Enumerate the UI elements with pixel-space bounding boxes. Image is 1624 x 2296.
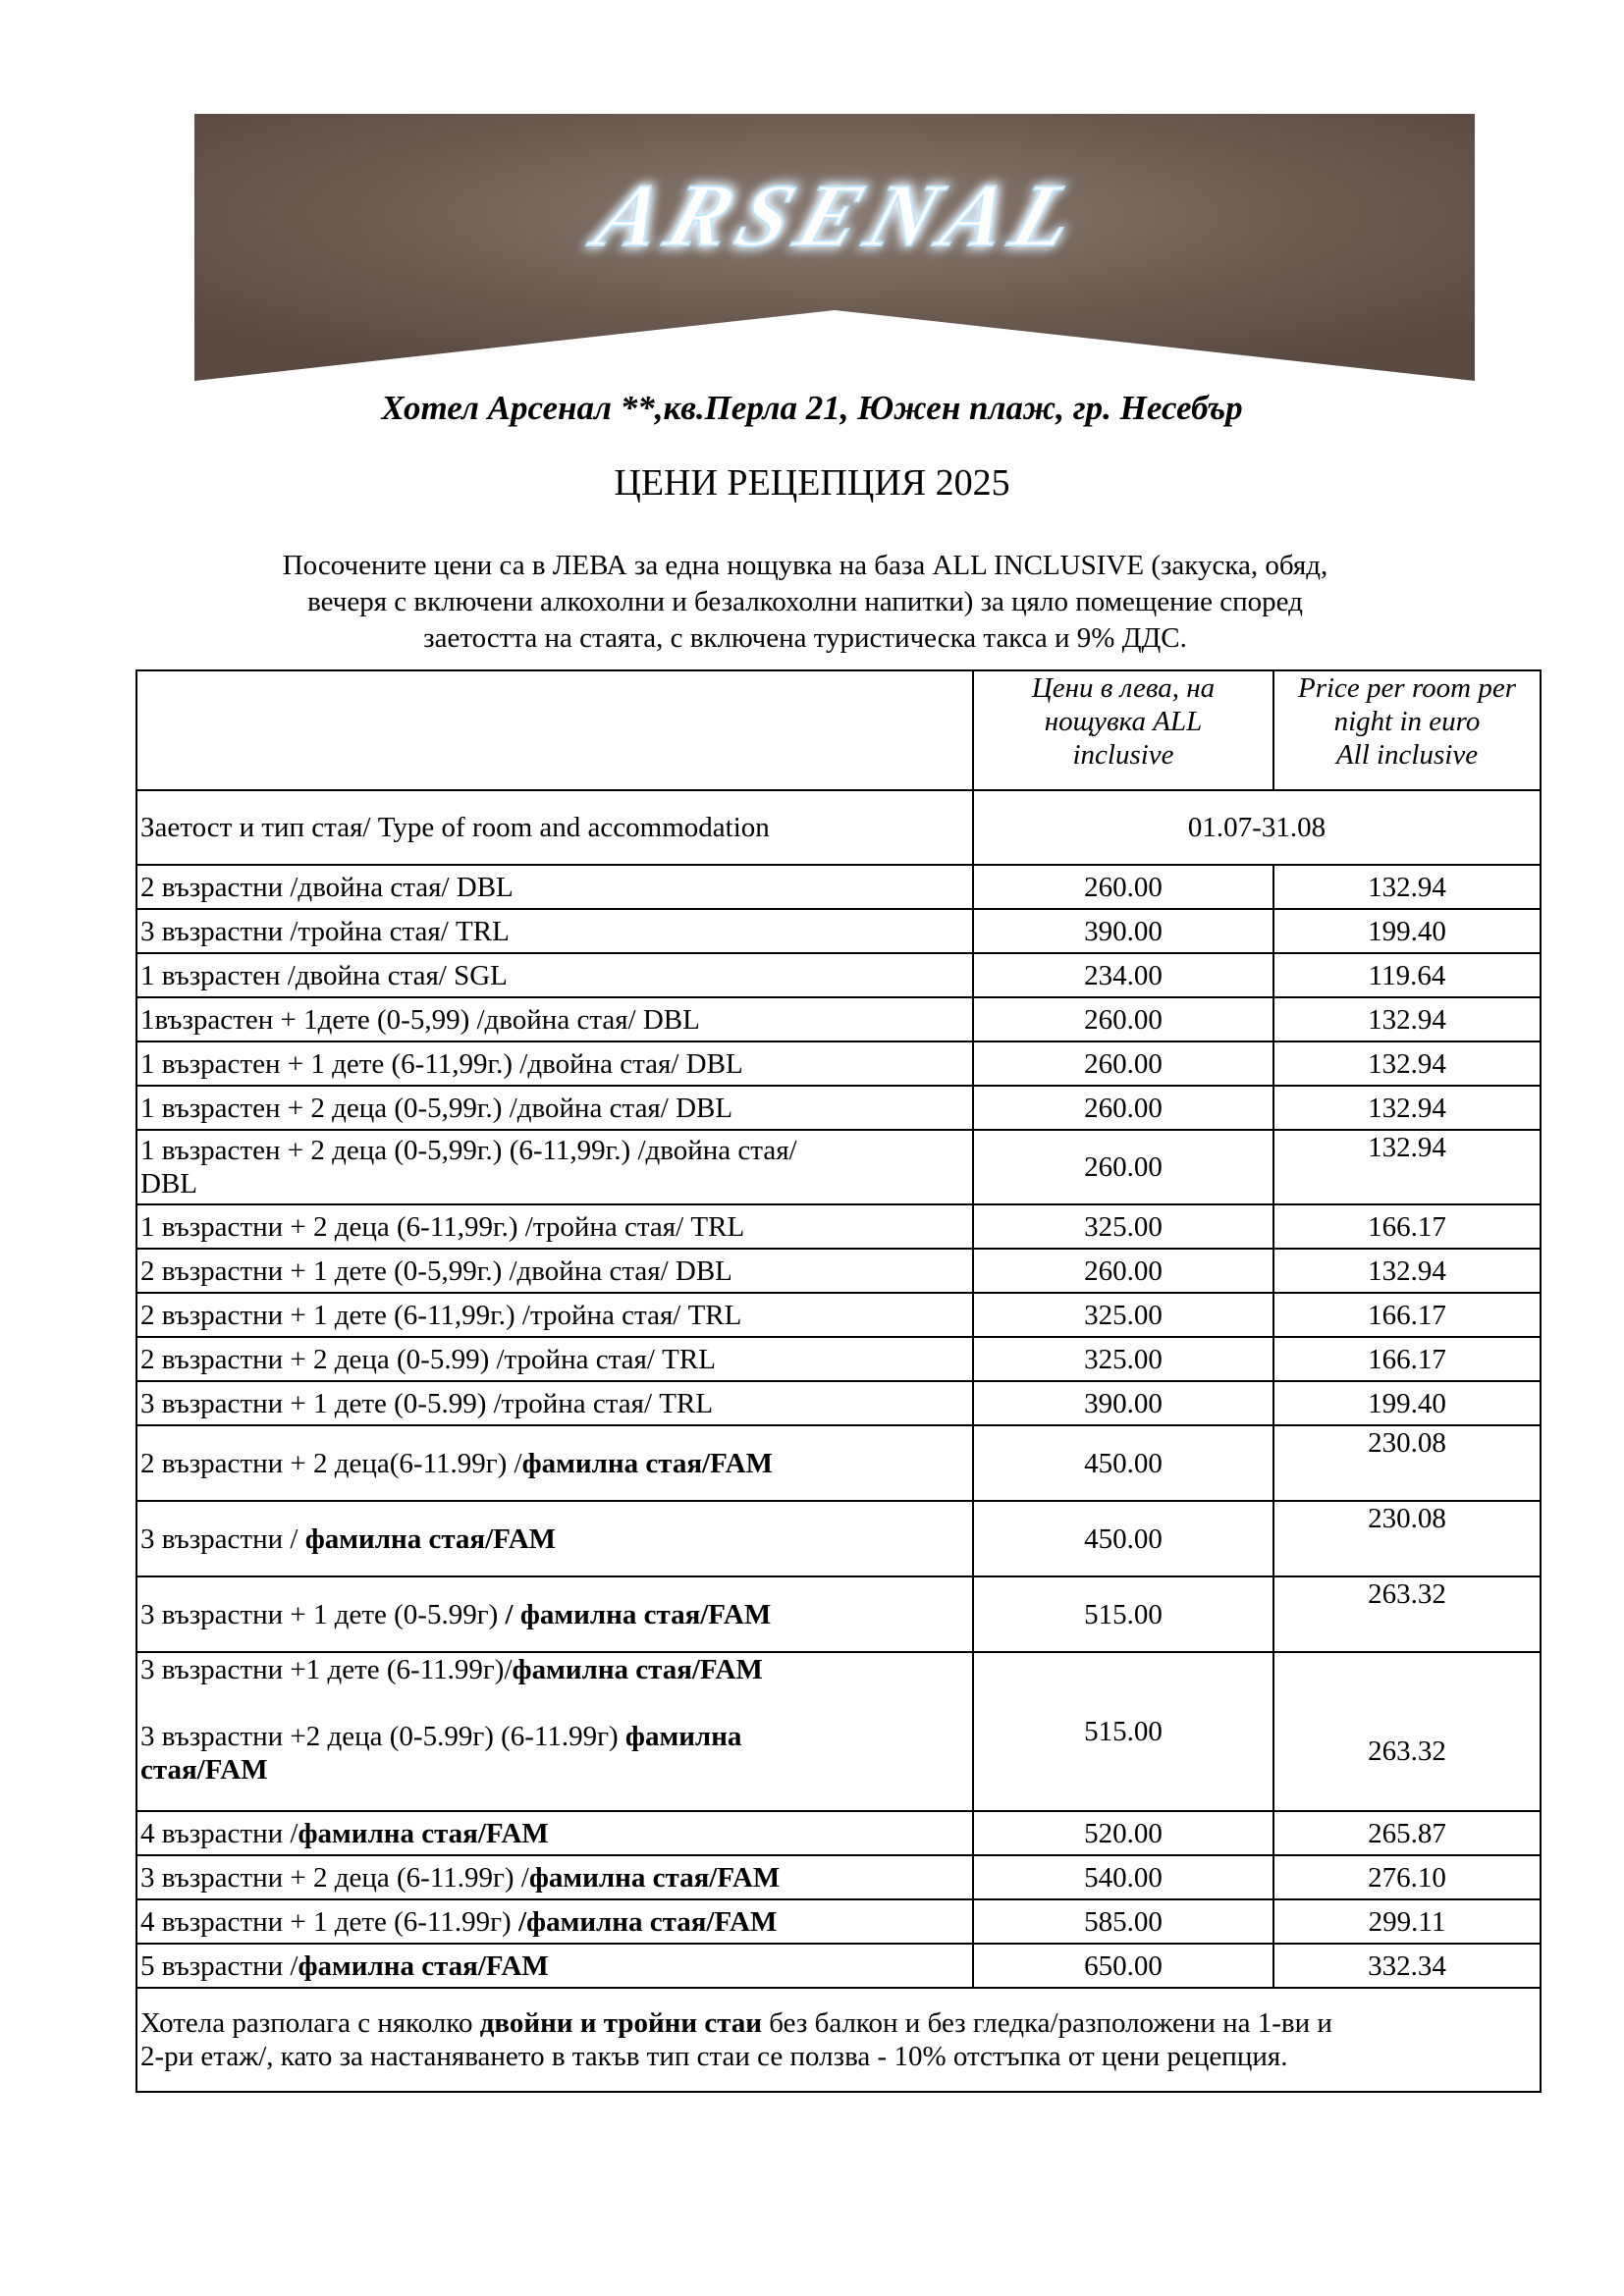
table-row — [136, 1855, 1541, 1899]
room-type — [136, 1576, 973, 1652]
period-row — [136, 790, 1541, 865]
price-lev: 234.00 — [973, 953, 1273, 997]
price-lev: 585.00 — [973, 1899, 1273, 1944]
logo-text: ARSENAL — [584, 166, 1098, 266]
price-eur: 230.08 — [1273, 1501, 1541, 1576]
page-title: ЦЕНИ РЕЦЕПЦИЯ 2025 — [614, 462, 1010, 504]
table-row — [136, 1652, 1541, 1811]
room-type — [136, 1652, 973, 1811]
price-eur: 166.17 — [1273, 1204, 1541, 1249]
room-type-text: 3 възрастни + 1 дете (0-5.99г) — [140, 1598, 506, 1630]
price-eur: 230.08 — [1273, 1425, 1541, 1501]
room-type — [136, 1855, 973, 1899]
table-row — [136, 1381, 1541, 1425]
room-type: 2 възрастни + 2 деца (0-5.99) /тройна стая/ TRL — [136, 1337, 973, 1381]
price-lev: 260.00 — [973, 1130, 1273, 1204]
room-type-text: 2 възрастни + 2 деца(6-11.99г) / — [140, 1447, 522, 1479]
intro-paragraph — [157, 548, 1453, 657]
room-type-line — [140, 1653, 969, 1686]
header-text: inclusive — [1072, 739, 1174, 771]
header-price-eur — [1273, 670, 1541, 790]
room-type-line: DBL — [140, 1168, 197, 1200]
room-type-text: 4 възрастни + 1 дете (6-11.99г) — [140, 1905, 518, 1938]
table-row — [136, 1811, 1541, 1855]
price-eur: 166.17 — [1273, 1293, 1541, 1337]
note-text: без балкон и без гледка/разположени на 1-ви и — [762, 2007, 1332, 2039]
table-row — [136, 997, 1541, 1041]
price-lev: 325.00 — [973, 1204, 1273, 1249]
price-eur: 199.40 — [1273, 1381, 1541, 1425]
table-row — [136, 1130, 1541, 1204]
header-text: All inclusive — [1335, 739, 1479, 771]
price-eur: 132.94 — [1273, 1249, 1541, 1293]
price-eur: 276.10 — [1273, 1855, 1541, 1899]
price-lev: 390.00 — [973, 1381, 1273, 1425]
room-type — [136, 1501, 973, 1576]
price-eur: 132.94 — [1273, 865, 1541, 909]
room-type: 1 възрастни + 2 деца (6-11,99г.) /тройна стая/ TRL — [136, 1204, 973, 1249]
table-row — [136, 1501, 1541, 1576]
table-row — [136, 1337, 1541, 1381]
room-type: 1 възрастен + 2 деца (0-5,99г.) /двойна стая/ DBL — [136, 1086, 973, 1130]
room-type-bold: фамилна — [624, 1721, 742, 1752]
room-type: 1възрастен + 1дете (0-5,99) /двойна стая/ DBL — [136, 997, 973, 1041]
price-eur: 299.11 — [1273, 1899, 1541, 1944]
price-lev: 390.00 — [973, 909, 1273, 953]
room-type-text: 3 възрастни +1 дете (6-11.99г)/ — [140, 1654, 513, 1685]
room-type-bold: фамилна стая/FAM — [298, 1817, 549, 1849]
price-eur: 263.32 — [1273, 1652, 1541, 1811]
price-lev: 260.00 — [973, 997, 1273, 1041]
room-type — [136, 1811, 973, 1855]
discount-note — [136, 1988, 1541, 2092]
period-value: 01.07-31.08 — [973, 790, 1541, 865]
price-lev: 450.00 — [973, 1425, 1273, 1501]
price-eur: 265.87 — [1273, 1811, 1541, 1855]
price-eur: 332.34 — [1273, 1944, 1541, 1988]
table-row — [136, 865, 1541, 909]
price-eur: 199.40 — [1273, 909, 1541, 953]
hotel-address: Хотел Арсенал **,кв.Перла 21, Южен плаж, гр. Несебър — [381, 389, 1243, 427]
price-lev: 515.00 — [973, 1652, 1273, 1811]
table-row — [136, 1944, 1541, 1988]
table-row — [136, 1576, 1541, 1652]
table-row — [136, 1899, 1541, 1944]
table-row — [136, 1204, 1541, 1249]
room-type: 2 възрастни + 1 дете (0-5,99г.) /двойна стая/ DBL — [136, 1249, 973, 1293]
note-text: 2-ри етаж/, като за настаняването в такъв тип стаи се ползва - 10% отстъпка от цени рецепция. — [140, 2041, 1288, 2072]
price-eur: 132.94 — [1273, 1086, 1541, 1130]
room-type — [136, 1944, 973, 1988]
table-header-row — [136, 670, 1541, 790]
price-eur: 166.17 — [1273, 1337, 1541, 1381]
room-type-line: 1 възрастен + 2 деца (0-5,99г.) (6-11,99г.) /двойна стая/ — [140, 1135, 797, 1166]
header-text: Price per room per — [1297, 672, 1517, 704]
table-row — [136, 1041, 1541, 1086]
price-table — [135, 669, 1542, 2093]
room-type: 2 възрастни /двойна стая/ DBL — [136, 865, 973, 909]
room-type-bold: фамилна стая/FAM — [521, 1447, 773, 1479]
room-type-bold: фамилна стая/FAM — [528, 1861, 781, 1894]
room-type-text: 5 възрастни / — [140, 1949, 298, 1982]
room-type — [136, 1130, 973, 1204]
room-type-bold: / фамилна стая/FAM — [505, 1598, 772, 1630]
room-type-bold: фамилна стая/FAM — [298, 1949, 549, 1982]
price-lev: 450.00 — [973, 1501, 1273, 1576]
intro-line: Посочените цени са в ЛЕВА за една нощувка на база ALL INCLUSIVE (закуска, обяд, — [282, 550, 1328, 581]
price-eur: 119.64 — [1273, 953, 1541, 997]
price-eur: 132.94 — [1273, 1130, 1541, 1204]
header-text: night in euro — [1333, 706, 1481, 737]
price-lev: 260.00 — [973, 1041, 1273, 1086]
intro-line: заетостта на стаята, с включена туристическа такса и 9% ДДС. — [423, 622, 1187, 654]
price-lev: 260.00 — [973, 865, 1273, 909]
table-row — [136, 953, 1541, 997]
intro-line: вечеря с включени алкохолни и безалкохолни напитки) за цяло помещение според — [307, 586, 1303, 617]
price-eur: 132.94 — [1273, 997, 1541, 1041]
header-text: Цени в лева, на — [1031, 672, 1216, 704]
room-type — [136, 1425, 973, 1501]
header-text: нощувка ALL — [1044, 706, 1203, 737]
price-lev: 325.00 — [973, 1337, 1273, 1381]
room-type: 3 възрастни + 1 дете (0-5.99) /тройна стая/ TRL — [136, 1381, 973, 1425]
table-row — [136, 1425, 1541, 1501]
table-row — [136, 909, 1541, 953]
table-row — [136, 1293, 1541, 1337]
room-type-text: 4 възрастни / — [140, 1817, 298, 1849]
price-lev: 260.00 — [973, 1086, 1273, 1130]
banner-graphic — [194, 114, 1475, 381]
price-eur: 263.32 — [1273, 1576, 1541, 1652]
table-row — [136, 1086, 1541, 1130]
room-type: 1 възрастен + 1 дете (6-11,99г.) /двойна стая/ DBL — [136, 1041, 973, 1086]
room-type: 2 възрастни + 1 дете (6-11,99г.) /тройна стая/ TRL — [136, 1293, 973, 1337]
table-row — [136, 1249, 1541, 1293]
room-type-text: 3 възрастни +2 деца (0-5.99г) (6-11.99г) — [140, 1721, 625, 1752]
room-type-bold: фамилна стая/FAM — [512, 1654, 763, 1685]
note-bold: двойни и тройни стаи — [479, 2007, 763, 2039]
price-lev: 515.00 — [973, 1576, 1273, 1652]
note-row — [136, 1988, 1541, 2092]
price-eur: 132.94 — [1273, 1041, 1541, 1086]
hotel-banner — [194, 114, 1475, 381]
price-lev: 520.00 — [973, 1811, 1273, 1855]
room-type: 3 възрастни /тройна стая/ TRL — [136, 909, 973, 953]
room-type: 1 възрастен /двойна стая/ SGL — [136, 953, 973, 997]
room-type — [136, 1899, 973, 1944]
room-type-bold: /фамилна стая/FAM — [517, 1905, 778, 1938]
room-type-text: 3 възрастни + 2 деца (6-11.99г) / — [140, 1861, 529, 1894]
price-lev: 260.00 — [973, 1249, 1273, 1293]
room-type-bold: фамилна стая/FAM — [304, 1522, 557, 1555]
note-text: Хотела разполага с няколко — [140, 2007, 480, 2039]
header-empty-cell — [136, 670, 973, 790]
room-type-line — [140, 1753, 969, 1787]
price-lev: 650.00 — [973, 1944, 1273, 1988]
room-type-bold: стая/FAM — [140, 1754, 268, 1786]
period-label: Заетост и тип стая/ Type of room and accommodation — [136, 790, 973, 865]
price-lev: 540.00 — [973, 1855, 1273, 1899]
room-type-text: 3 възрастни / — [140, 1522, 305, 1555]
price-lev: 325.00 — [973, 1293, 1273, 1337]
header-price-lev — [973, 670, 1273, 790]
room-type-line — [140, 1720, 969, 1753]
